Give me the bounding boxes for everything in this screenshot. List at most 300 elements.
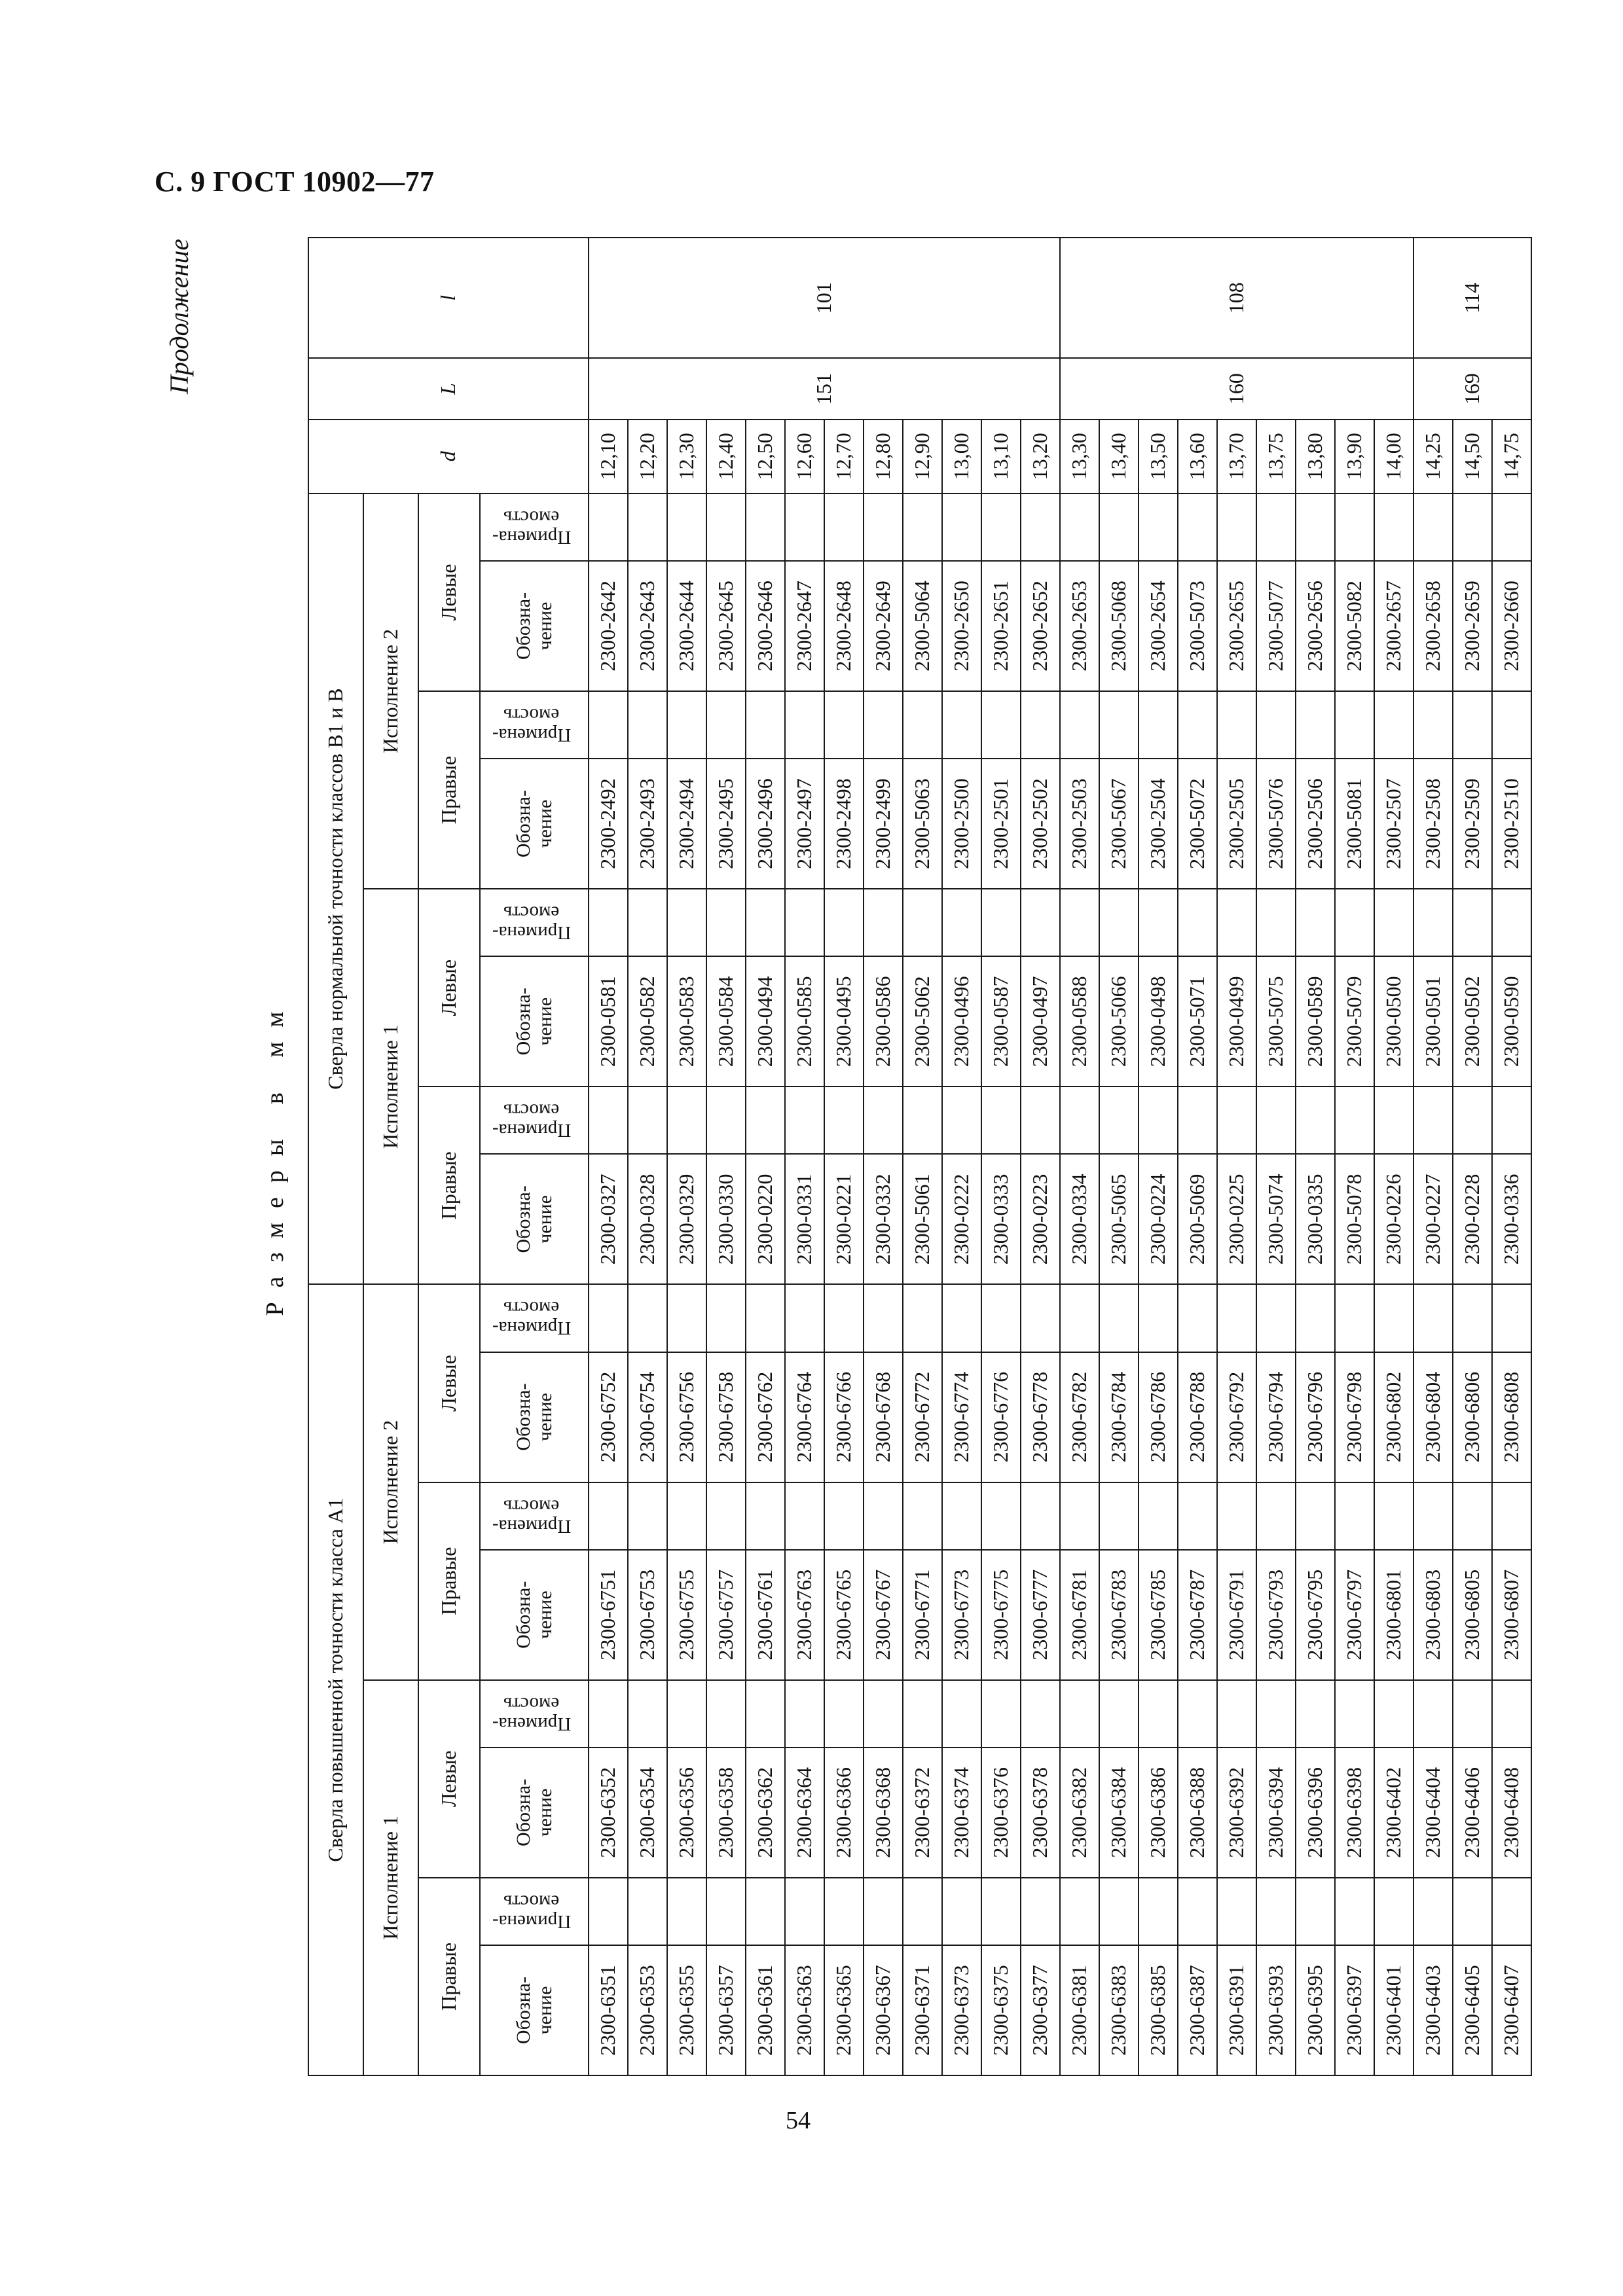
applicability-cell (746, 493, 785, 561)
designation-cell: 2300-5077 (1256, 561, 1296, 691)
designation-cell: 2300-2495 (706, 759, 746, 889)
designation-cell: 2300-6392 (1217, 1748, 1256, 1878)
left-header: Левые (418, 1680, 480, 1878)
designation-cell: 2300-2492 (589, 759, 628, 889)
applicability-cell (1099, 1680, 1139, 1748)
applicability-cell (1099, 1878, 1139, 1945)
designation-cell: 2300-6791 (1217, 1550, 1256, 1680)
designation-cell: 2300-6762 (746, 1352, 785, 1482)
applicability-cell (1178, 691, 1217, 759)
applicability-cell (1139, 1482, 1178, 1550)
designation-cell: 2300-5062 (903, 956, 942, 1086)
designation-cell: 2300-6401 (1374, 1945, 1413, 2075)
applicability-cell (1335, 1680, 1374, 1748)
diameter-cell: 13,20 (1021, 420, 1060, 493)
designation-cell: 2300-6357 (706, 1945, 746, 2075)
applicability-cell (1139, 691, 1178, 759)
designation-cell: 2300-5063 (903, 759, 942, 889)
designation-cell: 2300-0502 (1453, 956, 1492, 1086)
table-row (1453, 238, 1492, 2075)
designation-cell: 2300-0333 (981, 1154, 1021, 1284)
applicability-cell (1099, 1086, 1139, 1154)
designation-cell: 2300-6758 (706, 1352, 746, 1482)
applicability-cell (1453, 1086, 1492, 1154)
designation-cell: 2300-6783 (1099, 1550, 1139, 1680)
designation-cell: 2300-2651 (981, 561, 1021, 691)
left-header: Левые (418, 889, 480, 1086)
designation-cell: 2300-0495 (824, 956, 864, 1086)
designation-cell: 2300-6771 (903, 1550, 942, 1680)
table-row (1021, 238, 1060, 2075)
applicability-cell (1139, 493, 1178, 561)
designation-cell: 2300-6388 (1178, 1748, 1217, 1878)
designation-cell: 2300-6355 (667, 1945, 706, 2075)
designation-cell: 2300-2658 (1413, 561, 1453, 691)
diameter-cell: 12,90 (903, 420, 942, 493)
applicability-cell (1492, 889, 1531, 956)
applicability-header-text: Примена- емость (492, 1891, 572, 1932)
a1-exec2-header: Исполнение 2 (363, 1284, 418, 1679)
applicability-cell (1335, 1086, 1374, 1154)
applicability-cell (1453, 1284, 1492, 1352)
drill-designation-table (308, 237, 1532, 2076)
designation-cell: 2300-2507 (1374, 759, 1413, 889)
applicability-cell (1413, 691, 1453, 759)
applicability-header-text: Примена- емость (492, 1297, 572, 1339)
applicability-cell (1453, 1680, 1492, 1748)
applicability-cell (1099, 889, 1139, 956)
applicability-cell (1178, 493, 1217, 561)
designation-cell: 2300-6356 (667, 1748, 706, 1878)
designation-cell: 2300-2648 (824, 561, 864, 691)
designation-cell: 2300-6396 (1296, 1748, 1335, 1878)
applicability-cell (942, 1878, 981, 1945)
designation-cell: 2300-6787 (1178, 1550, 1217, 1680)
table-row (981, 238, 1021, 2075)
table-row (864, 238, 903, 2075)
applicability-cell (1217, 493, 1256, 561)
table-row (1099, 238, 1139, 2075)
designation-cell: 2300-6766 (824, 1352, 864, 1482)
col-L-header: L (308, 358, 589, 419)
applicability-cell (1413, 889, 1453, 956)
applicability-cell (1178, 889, 1217, 956)
applicability-cell (864, 1680, 903, 1748)
applicability-cell (1335, 1284, 1374, 1352)
designation-cell: 2300-6793 (1256, 1550, 1296, 1680)
table-row (824, 238, 864, 2075)
applicability-cell (1256, 889, 1296, 956)
designation-cell: 2300-5066 (1099, 956, 1139, 1086)
designation-cell: 2300-6367 (864, 1945, 903, 2075)
designation-cell: 2300-0336 (1492, 1154, 1531, 1284)
applicability-cell (1335, 493, 1374, 561)
applicability-cell (746, 1086, 785, 1154)
designation-cell: 2300-6391 (1217, 1945, 1256, 2075)
applicability-cell (1060, 1482, 1099, 1550)
applicability-cell (1217, 889, 1256, 956)
diameter-cell: 12,10 (589, 420, 628, 493)
table-row (942, 238, 981, 2075)
applicability-cell (1099, 493, 1139, 561)
applicability-cell (1139, 1086, 1178, 1154)
applicability-cell (667, 1086, 706, 1154)
applicability-cell (824, 1680, 864, 1748)
applicability-cell (1492, 493, 1531, 561)
applicability-cell (1492, 1482, 1531, 1550)
applicability-cell (785, 889, 824, 956)
designation-cell: 2300-6402 (1374, 1748, 1413, 1878)
applicability-cell (628, 1284, 667, 1352)
designation-cell: 2300-2497 (785, 759, 824, 889)
diameter-cell: 14,00 (1374, 420, 1413, 493)
designation-cell: 2300-6807 (1492, 1550, 1531, 1680)
designation-cell: 2300-6375 (981, 1945, 1021, 2075)
applicability-cell (942, 691, 981, 759)
designation-header: Обозна- чение (480, 759, 589, 889)
designation-cell: 2300-0220 (746, 1154, 785, 1284)
left-header: Левые (418, 493, 480, 691)
applicability-cell (1021, 1482, 1060, 1550)
designation-cell: 2300-6796 (1296, 1352, 1335, 1482)
applicability-cell (1335, 1482, 1374, 1550)
designation-cell: 2300-2649 (864, 561, 903, 691)
designation-cell: 2300-6372 (903, 1748, 942, 1878)
designation-cell: 2300-2505 (1217, 759, 1256, 889)
applicability-cell (824, 493, 864, 561)
designation-cell: 2300-5072 (1178, 759, 1217, 889)
designation-cell: 2300-0328 (628, 1154, 667, 1284)
right-header: Правые (418, 691, 480, 889)
designation-cell: 2300-0496 (942, 956, 981, 1086)
designation-header: Обозна- чение (480, 1550, 589, 1680)
designation-cell: 2300-0590 (1492, 956, 1531, 1086)
designation-cell: 2300-6406 (1453, 1748, 1492, 1878)
applicability-cell (1374, 1284, 1413, 1352)
diameter-cell: 12,50 (746, 420, 785, 493)
designation-cell: 2300-0329 (667, 1154, 706, 1284)
designation-cell: 2300-2503 (1060, 759, 1099, 889)
designation-cell: 2300-6757 (706, 1550, 746, 1680)
applicability-cell (903, 1680, 942, 1748)
a1-exec1-header: Исполнение 1 (363, 1680, 418, 2075)
designation-cell: 2300-6363 (785, 1945, 824, 2075)
applicability-cell (1060, 1878, 1099, 1945)
applicability-cell (864, 691, 903, 759)
designation-cell: 2300-0500 (1374, 956, 1413, 1086)
applicability-cell (1296, 1680, 1335, 1748)
diameter-cell: 12,70 (824, 420, 864, 493)
applicability-cell (1021, 1284, 1060, 1352)
designation-cell: 2300-6788 (1178, 1352, 1217, 1482)
designation-cell: 2300-6378 (1021, 1748, 1060, 1878)
designation-cell: 2300-5076 (1256, 759, 1296, 889)
designation-cell: 2300-6386 (1139, 1748, 1178, 1878)
applicability-cell (1060, 889, 1099, 956)
applicability-cell (785, 691, 824, 759)
designation-cell: 2300-0582 (628, 956, 667, 1086)
table-row (746, 238, 785, 2075)
designation-cell: 2300-6785 (1139, 1550, 1178, 1680)
applicability-cell (589, 493, 628, 561)
designation-cell: 2300-0584 (706, 956, 746, 1086)
length-l-cell: 108 (1060, 238, 1413, 358)
designation-cell: 2300-6398 (1335, 1748, 1374, 1878)
designation-cell: 2300-6377 (1021, 1945, 1060, 2075)
designation-cell: 2300-5075 (1256, 956, 1296, 1086)
designation-cell: 2300-6351 (589, 1945, 628, 2075)
applicability-cell (981, 1482, 1021, 1550)
table-row (1296, 238, 1335, 2075)
applicability-cell (1139, 1680, 1178, 1748)
applicability-header-text: Примена- емость (492, 1693, 572, 1734)
designation-cell: 2300-2494 (667, 759, 706, 889)
designation-cell: 2300-0222 (942, 1154, 981, 1284)
designation-cell: 2300-2647 (785, 561, 824, 691)
length-L-cell: 160 (1060, 358, 1413, 419)
designation-cell: 2300-2506 (1296, 759, 1335, 889)
applicability-cell (864, 1878, 903, 1945)
continued-label: Продолжение (164, 238, 194, 394)
applicability-cell (785, 493, 824, 561)
applicability-cell (1021, 889, 1060, 956)
length-l-cell: 101 (589, 238, 1060, 358)
applicability-cell (785, 1086, 824, 1154)
designation-cell: 2300-6405 (1453, 1945, 1492, 2075)
applicability-cell (1178, 1086, 1217, 1154)
applicability-cell (1335, 889, 1374, 956)
applicability-cell (1492, 1284, 1531, 1352)
designation-cell: 2300-2645 (706, 561, 746, 691)
applicability-cell (589, 1086, 628, 1154)
applicability-cell (942, 889, 981, 956)
applicability-header-text: Примена- емость (492, 507, 572, 548)
applicability-header (480, 1284, 589, 1352)
designation-cell: 2300-5078 (1335, 1154, 1374, 1284)
applicability-cell (1413, 1086, 1453, 1154)
designation-cell: 2300-2643 (628, 561, 667, 691)
designation-cell: 2300-0332 (864, 1154, 903, 1284)
applicability-cell (1021, 493, 1060, 561)
designation-cell: 2300-6778 (1021, 1352, 1060, 1482)
designation-cell: 2300-6801 (1374, 1550, 1413, 1680)
applicability-cell (1296, 1878, 1335, 1945)
designation-cell: 2300-2652 (1021, 561, 1060, 691)
designation-cell: 2300-6794 (1256, 1352, 1296, 1482)
applicability-cell (706, 889, 746, 956)
group-a1-header: Сверла повышенной точности класса А1 (308, 1284, 363, 2075)
applicability-cell (824, 889, 864, 956)
designation-cell: 2300-0226 (1374, 1154, 1413, 1284)
applicability-cell (667, 1680, 706, 1748)
applicability-cell (1099, 1482, 1139, 1550)
applicability-cell (1217, 1482, 1256, 1550)
col-l-header: l (308, 238, 589, 358)
diameter-cell: 13,10 (981, 420, 1021, 493)
applicability-cell (903, 493, 942, 561)
applicability-cell (864, 1086, 903, 1154)
designation-cell: 2300-2642 (589, 561, 628, 691)
designation-cell: 2300-0583 (667, 956, 706, 1086)
diameter-cell: 12,80 (864, 420, 903, 493)
diameter-cell: 12,20 (628, 420, 667, 493)
length-L-cell: 169 (1413, 358, 1531, 419)
diameter-cell: 13,00 (942, 420, 981, 493)
applicability-cell (903, 889, 942, 956)
applicability-cell (667, 1284, 706, 1352)
applicability-cell (1335, 691, 1374, 759)
applicability-header-text: Примена- емость (492, 1496, 572, 1537)
diameter-cell: 12,30 (667, 420, 706, 493)
applicability-cell (1374, 691, 1413, 759)
designation-cell: 2300-2654 (1139, 561, 1178, 691)
designation-cell: 2300-0494 (746, 956, 785, 1086)
designation-cell: 2300-6751 (589, 1550, 628, 1680)
designation-cell: 2300-0335 (1296, 1154, 1335, 1284)
table-row (589, 238, 628, 2075)
designation-cell: 2300-0586 (864, 956, 903, 1086)
designation-cell: 2300-0224 (1139, 1154, 1178, 1284)
diameter-cell: 13,40 (1099, 420, 1139, 493)
applicability-cell (1099, 691, 1139, 759)
table-row (706, 238, 746, 2075)
designation-cell: 2300-6353 (628, 1945, 667, 2075)
designation-cell: 2300-2659 (1453, 561, 1492, 691)
designation-cell: 2300-2501 (981, 759, 1021, 889)
designation-cell: 2300-6786 (1139, 1352, 1178, 1482)
designation-cell: 2300-5082 (1335, 561, 1374, 691)
designation-cell: 2300-2499 (864, 759, 903, 889)
diameter-cell: 13,60 (1178, 420, 1217, 493)
designation-cell: 2300-6784 (1099, 1352, 1139, 1482)
designation-cell: 2300-2655 (1217, 561, 1256, 691)
applicability-cell (746, 1482, 785, 1550)
designation-cell: 2300-5073 (1178, 561, 1217, 691)
applicability-cell (981, 1680, 1021, 1748)
applicability-cell (824, 1284, 864, 1352)
table-row (1139, 238, 1178, 2075)
applicability-cell (1492, 1086, 1531, 1154)
applicability-cell (1374, 1482, 1413, 1550)
applicability-header (480, 1878, 589, 1945)
applicability-cell (1413, 493, 1453, 561)
applicability-header (480, 493, 589, 561)
applicability-cell (1413, 1878, 1453, 1945)
designation-cell: 2300-6387 (1178, 1945, 1217, 2075)
designation-header: Обозна- чение (480, 1352, 589, 1482)
applicability-cell (706, 1878, 746, 1945)
designation-cell: 2300-2660 (1492, 561, 1531, 691)
designation-cell: 2300-0223 (1021, 1154, 1060, 1284)
applicability-cell (1256, 1482, 1296, 1550)
table-row (667, 238, 706, 2075)
applicability-cell (706, 493, 746, 561)
designation-cell: 2300-2496 (746, 759, 785, 889)
applicability-cell (628, 691, 667, 759)
applicability-cell (824, 1086, 864, 1154)
applicability-header (480, 889, 589, 956)
designation-cell: 2300-6394 (1256, 1748, 1296, 1878)
designation-cell: 2300-5074 (1256, 1154, 1296, 1284)
applicability-cell (1374, 493, 1413, 561)
applicability-cell (903, 1284, 942, 1352)
applicability-cell (746, 1878, 785, 1945)
applicability-cell (628, 1086, 667, 1154)
applicability-cell (1296, 1284, 1335, 1352)
table-row (1492, 238, 1531, 2075)
designation-cell: 2300-6772 (903, 1352, 942, 1482)
table-row (1060, 238, 1099, 2075)
designation-header: Обозна- чение (480, 1154, 589, 1284)
applicability-cell (589, 1482, 628, 1550)
dimensions-caption: Размеры в мм (261, 997, 289, 1316)
applicability-cell (903, 1482, 942, 1550)
diameter-cell: 14,25 (1413, 420, 1453, 493)
designation-cell: 2300-0581 (589, 956, 628, 1086)
applicability-cell (981, 493, 1021, 561)
applicability-cell (1060, 1284, 1099, 1352)
designation-cell: 2300-0499 (1217, 956, 1256, 1086)
designation-header: Обозна- чение (480, 561, 589, 691)
designation-cell: 2300-0585 (785, 956, 824, 1086)
designation-cell: 2300-5061 (903, 1154, 942, 1284)
applicability-cell (589, 1878, 628, 1945)
designation-header: Обозна- чение (480, 1748, 589, 1878)
applicability-cell (1178, 1482, 1217, 1550)
designation-cell: 2300-6352 (589, 1748, 628, 1878)
applicability-cell (1139, 889, 1178, 956)
designation-cell: 2300-6802 (1374, 1352, 1413, 1482)
applicability-cell (1335, 1878, 1374, 1945)
designation-cell: 2300-6384 (1099, 1748, 1139, 1878)
designation-cell: 2300-5071 (1178, 956, 1217, 1086)
designation-cell: 2300-6798 (1335, 1352, 1374, 1482)
applicability-cell (1296, 889, 1335, 956)
designation-cell: 2300-2657 (1374, 561, 1413, 691)
applicability-cell (785, 1878, 824, 1945)
applicability-cell (1256, 1284, 1296, 1352)
applicability-cell (1060, 691, 1099, 759)
diameter-cell: 13,75 (1256, 420, 1296, 493)
designation-header: Обозна- чение (480, 1945, 589, 2075)
b-exec2-header: Исполнение 2 (363, 493, 418, 889)
applicability-cell (1296, 1086, 1335, 1154)
diameter-cell: 13,70 (1217, 420, 1256, 493)
length-L-cell: 151 (589, 358, 1060, 419)
applicability-cell (1256, 493, 1296, 561)
designation-cell: 2300-0227 (1413, 1154, 1453, 1284)
applicability-cell (589, 1284, 628, 1352)
applicability-cell (785, 1680, 824, 1748)
applicability-cell (667, 1878, 706, 1945)
applicability-cell (667, 493, 706, 561)
designation-cell: 2300-6768 (864, 1352, 903, 1482)
designation-cell: 2300-2508 (1413, 759, 1453, 889)
designation-cell: 2300-6767 (864, 1550, 903, 1680)
applicability-cell (628, 493, 667, 561)
applicability-header (480, 1482, 589, 1550)
designation-cell: 2300-6753 (628, 1550, 667, 1680)
applicability-cell (706, 1680, 746, 1748)
applicability-cell (824, 691, 864, 759)
applicability-cell (942, 1482, 981, 1550)
applicability-cell (942, 1086, 981, 1154)
designation-cell: 2300-2502 (1021, 759, 1060, 889)
applicability-header-text: Примена- емость (492, 1100, 572, 1141)
right-header: Правые (418, 1482, 480, 1680)
applicability-cell (1296, 493, 1335, 561)
designation-cell: 2300-6775 (981, 1550, 1021, 1680)
